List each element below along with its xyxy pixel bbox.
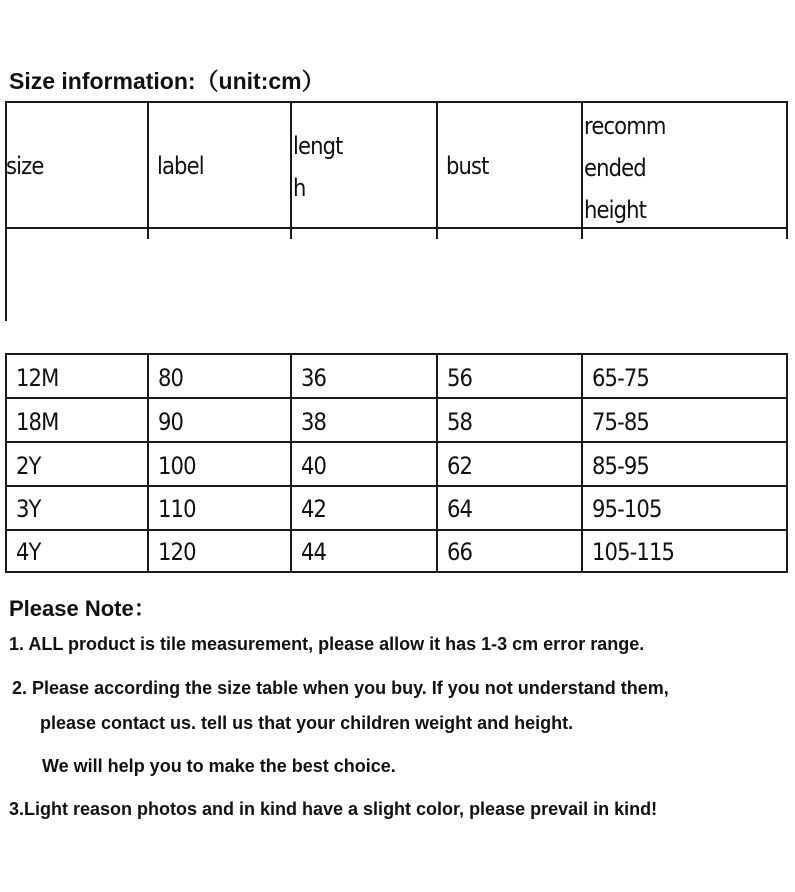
table-cell: 40 [301,452,327,480]
table-cell: 56 [447,364,473,392]
table-cell: 18M [16,408,59,436]
header-divider [581,101,583,239]
header-recommended-height: recomm ended height [584,112,666,224]
note-item: 2. Please according the size table when you buy. If you not understand them, [12,678,669,698]
table-cell: 42 [301,495,327,523]
size-table [5,101,788,571]
table-cell: 80 [158,364,184,392]
table-rule-row4-bottom [5,529,788,531]
header-label: label [157,152,204,180]
note-item: 3.Light reason photos and in kind have a slight color, please prevail in kind! [9,799,658,819]
table-cell: 105-115 [592,538,675,566]
table-rule-row2-bottom [5,441,788,443]
table-rule-row3-bottom [5,485,788,487]
table-cell: 100 [158,452,196,480]
table-cell: 36 [301,364,327,392]
table-rule-spacer-bottom [5,353,788,355]
table-cell: 64 [447,495,473,523]
table-cell: 110 [158,495,196,523]
table-cell: 4Y [16,538,41,566]
notes-title: Please Note： [9,596,156,621]
note-item: We will help you to make the best choice. [42,756,396,776]
column-divider [290,353,292,573]
note-item: 1. ALL product is tile measurement, please allow it has 1-3 cm error range. [9,634,645,654]
table-cell: 3Y [16,495,41,523]
table-cell: 95-105 [592,495,662,523]
column-divider [147,353,149,573]
header-divider [436,101,438,239]
table-cell: 90 [158,408,184,436]
table-border-right [786,353,788,573]
table-cell: 44 [301,538,327,566]
column-divider [436,353,438,573]
header-divider [290,101,292,239]
table-rule-top [5,101,788,103]
table-rule-row1-bottom [5,397,788,399]
table-border-left [5,101,7,321]
table-border-right [786,101,788,239]
page-title: Size information:（unit:cm） [9,68,325,94]
table-cell: 2Y [16,452,41,480]
table-border-left [5,353,7,573]
table-cell: 58 [447,408,473,436]
table-cell: 120 [158,538,196,566]
table-cell: 62 [447,452,473,480]
header-length: lengt h [293,132,343,202]
table-cell: 85-95 [592,452,649,480]
table-cell: 38 [301,408,327,436]
table-cell: 12M [16,364,59,392]
table-rule-header-bottom [5,227,788,229]
header-size: size [6,152,44,180]
table-cell: 75-85 [592,408,649,436]
header-bust: bust [446,152,489,180]
table-cell: 66 [447,538,473,566]
table-rule-bottom [5,571,788,573]
header-divider [147,101,149,239]
note-item: please contact us. tell us that your children weight and height. [40,713,574,733]
column-divider [581,353,583,573]
table-cell: 65-75 [592,364,649,392]
